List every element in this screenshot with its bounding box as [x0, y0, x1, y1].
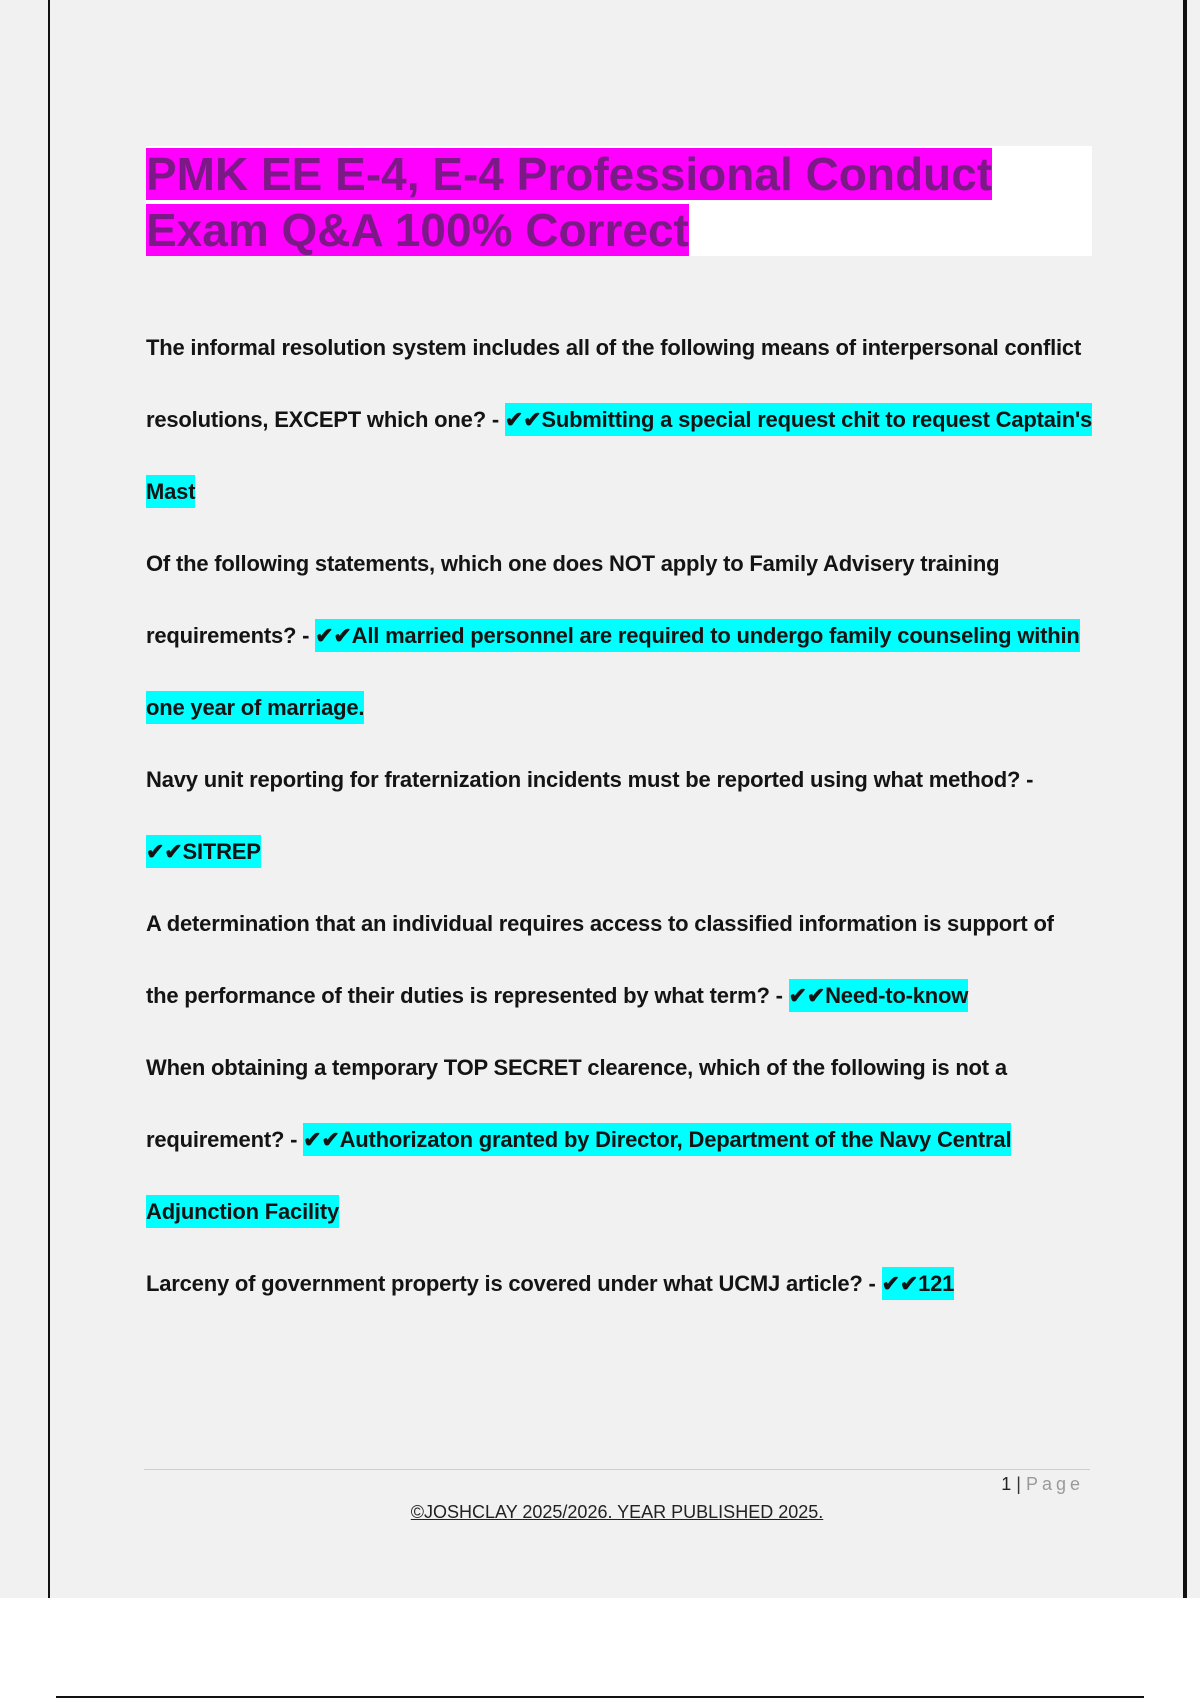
document-title [146, 146, 1046, 258]
question-text: Of the following statements, which one does NOT apply to Family Advisery training requirements? - [146, 551, 1000, 648]
qa-list [146, 312, 1092, 1320]
page-number-separator: | [1016, 1474, 1021, 1494]
answer-text: ✔✔Need-to-know [789, 979, 969, 1012]
answer-text: ✔✔Submitting a special request chit to request Captain's Mast [146, 403, 1092, 508]
question-text: Navy unit reporting for fraternization incidents must be reported using what method? - [146, 767, 1034, 792]
page-number [1001, 1474, 1084, 1495]
page-label: Page [1025, 1474, 1084, 1494]
footer-divider [144, 1469, 1090, 1470]
qa-item [146, 1032, 1092, 1248]
qa-item [146, 312, 1092, 528]
document-title-text: PMK EE E-4, E-4 Professional Conduct Exam Q&A 100% Correct [146, 148, 993, 256]
qa-item [146, 744, 1092, 888]
question-text: A determination that an individual requires access to classified information is support of the performance of their duties is represented by what term? - [146, 911, 1054, 1008]
question-text: Larceny of government property is covered under what UCMJ article? - [146, 1271, 882, 1296]
copyright-notice: ©JOSHCLAY 2025/2026. YEAR PUBLISHED 2025. [410, 1502, 824, 1522]
qa-item [146, 528, 1092, 744]
answer-text: ✔✔SITREP [146, 835, 261, 868]
question-text: When obtaining a temporary TOP SECRET clearence, which of the following is not a requirement? - [146, 1055, 1007, 1152]
qa-item [146, 888, 1092, 1032]
page-number-value: 1 [1001, 1474, 1012, 1494]
answer-text: ✔✔121 [882, 1267, 955, 1300]
page-border-right [1183, 0, 1187, 1598]
answer-text: ✔✔All married personnel are required to undergo family counseling within one year of marriage. [146, 619, 1080, 724]
answer-text: ✔✔Authorizaton granted by Director, Department of the Navy Central Adjunction Facility [146, 1123, 1011, 1228]
bottom-rule [56, 1696, 1144, 1698]
question-text: The informal resolution system includes all of the following means of interpersonal conflict resolutions, EXCEPT which one? - [146, 335, 1082, 432]
qa-item [146, 1248, 1092, 1320]
page-border-left [48, 0, 50, 1598]
